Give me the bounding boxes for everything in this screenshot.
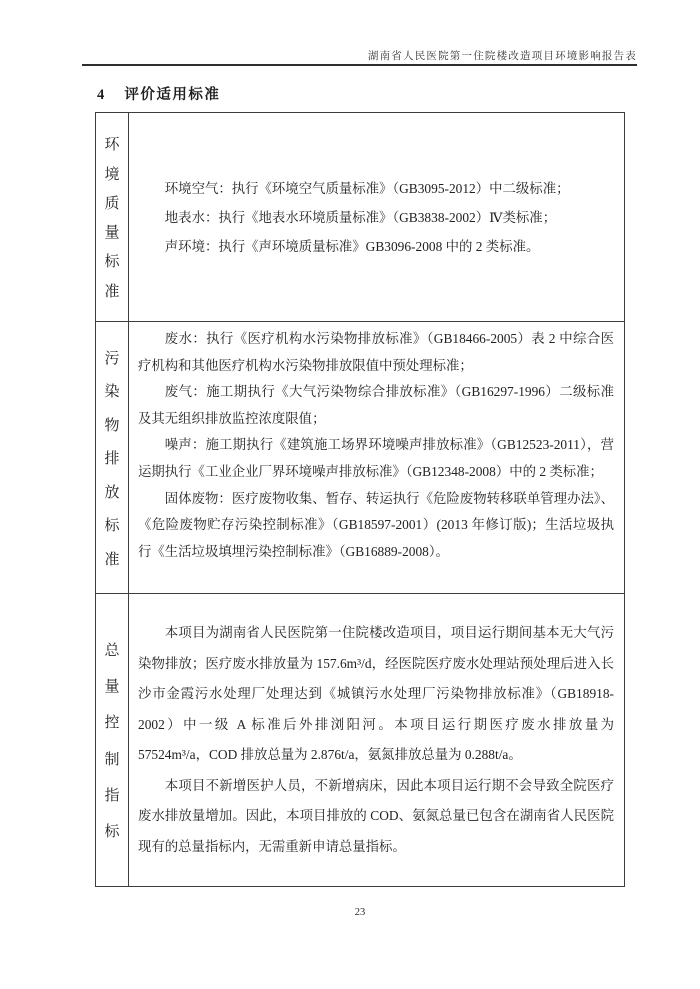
paragraph-discharge-totals: 本项目为湖南省人民医院第一住院楼改造项目，项目运行期间基本无大气污染物排放；医疗废水排放量为 157.6m³/d，经医院医疗废水处理站预处理后进入长沙市金霞污水处理厂处理达到《城镇污水处理厂污染物排放标准》（GB18918-2002）中一级 A 标准后外排浏阳河。本项目运行期医疗废水排放量为 57524m³/a，COD 排放总量为 2.876t/a，氨氮排放总量为 0.288t/a。 — [138, 625, 614, 762]
paragraph-ambient-air: 环境空气：执行《环境空气质量标准》（GB3095-2012）中二级标准； — [164, 180, 570, 196]
table-row-environment-quality-standards — [96, 113, 624, 322]
row-label-total-control-indicators: 总 量 控 制 指 标 — [96, 594, 129, 886]
section-heading — [97, 83, 220, 104]
row-label-environment-quality-standards: 环 境 质 量 标 准 — [96, 113, 129, 321]
paragraph-waste-gas: 废气：施工期执行《大气污染物综合排放标准》（GB16297-1996）二级标准及其无组织排放监控浓度限值； — [138, 384, 614, 426]
paragraph-surface-water: 地表水：执行《地表水环境质量标准》（GB3838-2002）Ⅳ类标准； — [164, 209, 557, 225]
page-header — [82, 48, 637, 63]
table-row-total-control-indicators — [96, 594, 624, 886]
page-number: 23 — [354, 907, 366, 918]
row-label-pollutant-discharge-standards: 污 染 物 排 放 标 准 — [96, 322, 129, 593]
header-title: 湖南省人民医院第一住院楼改造项目环境影响报告表 — [367, 51, 637, 62]
header-rule — [82, 64, 637, 66]
section-title: 评价适用标准 — [124, 87, 221, 103]
paragraph-solid-waste: 固体废物：医疗废物收集、暂存、转运执行《危险废物转移联单管理办法》、《危险废物贮存污染控制标准》（GB18597-2001）(2013 年修订版)；生活垃圾执行《生活垃圾填埋污染控制标准》（GB16889-2008）。 — [138, 490, 614, 559]
paragraph-wastewater: 废水：执行《医疗机构水污染物排放标准》（GB18466-2005）表 2 中综合医疗机构和其他医疗机构水污染物排放限值中预处理标准； — [138, 331, 614, 373]
paragraph-no-new-capacity: 本项目不新增医护人员，不新增病床，因此本项目运行期不会导致全院医疗废水排放量增加。因此，本项目排放的 COD、氨氮总量已包含在湖南省人民医院现有的总量指标内，无需重新申请总量指标。 — [138, 777, 614, 854]
standards-table — [95, 112, 625, 887]
paragraph-noise: 噪声：施工期执行《建筑施工场界环境噪声排放标准》（GB12523-2011），营运期执行《工业企业厂界环境噪声排放标准》（GB12348-2008）中的 2 类标准； — [138, 437, 614, 479]
table-row-pollutant-discharge-standards — [96, 322, 624, 594]
paragraph-acoustic-environment: 声环境：执行《声环境质量标准》GB3096-2008 中的 2 类标准。 — [164, 238, 540, 254]
section-number: 4 — [97, 87, 105, 103]
row-content-total-control-indicators — [129, 594, 624, 886]
row-content-pollutant-discharge-standards — [129, 322, 624, 593]
row-content-environment-quality-standards — [129, 113, 624, 321]
